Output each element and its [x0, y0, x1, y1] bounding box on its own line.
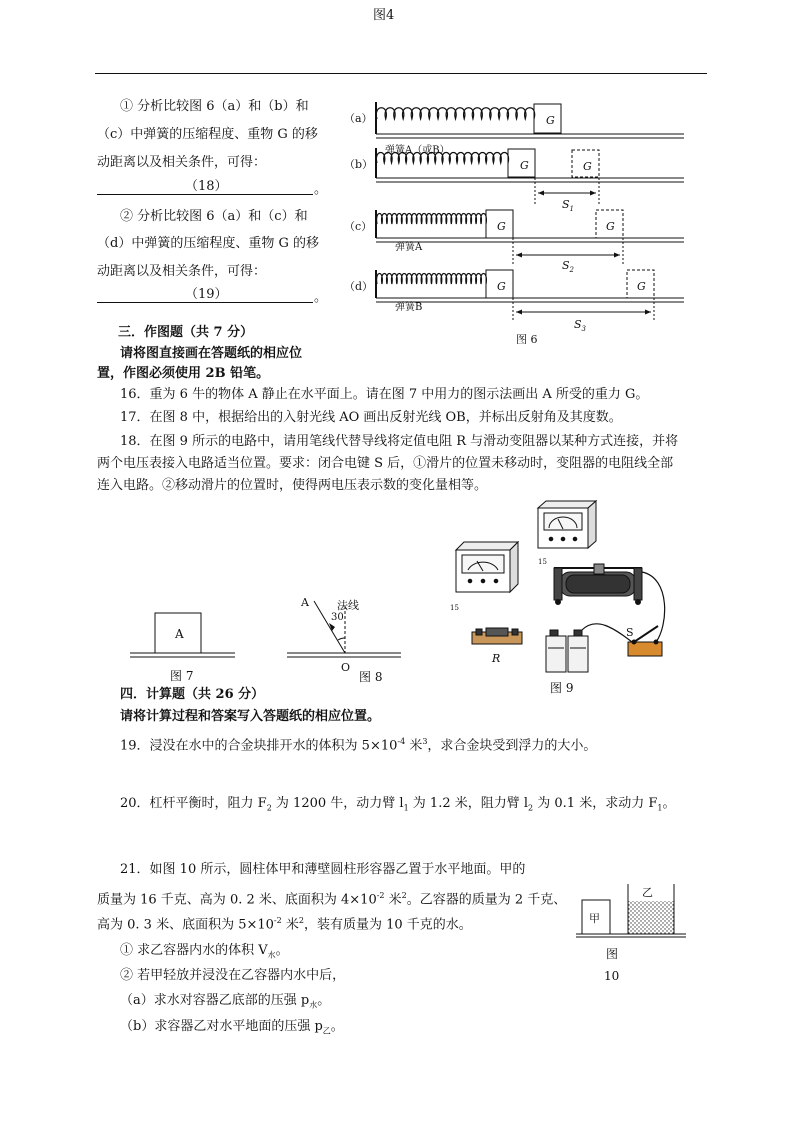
figure-8 — [285, 596, 415, 692]
q1-blank-number: （18） — [185, 179, 228, 194]
q17-text: 17．在图 8 中，根据给出的入射光线 AO 画出反射光线 OB，并标出反射角及其度数。 — [120, 410, 622, 425]
figure-9 — [446, 498, 676, 698]
fig6-s2: $S_2$ — [562, 259, 575, 274]
fig9-resistor-label: R — [492, 652, 501, 665]
fig9-rheostat — [554, 564, 642, 605]
q2-end: 。 — [314, 290, 328, 305]
q1-end: 。 — [314, 182, 328, 197]
fig8-normal-label: 法线 — [337, 599, 359, 612]
fig9-battery — [546, 630, 588, 672]
fig8-angle-label: 30 — [331, 612, 344, 623]
fig9-v1-range: 15 — [450, 604, 459, 612]
q18-line3: 连入电路。②移动滑片的位置时，使得两电压表示数的变化量相等。 — [97, 478, 488, 493]
q21-part2b: （b）求容器乙对水平地面的压强 $p_乙$。 — [120, 1019, 344, 1036]
q2-answer-blank — [97, 302, 313, 303]
fig10-caption-1: 图 — [606, 947, 619, 961]
fig9-caption: 图 9 — [550, 681, 574, 695]
q1-line3: 动距离以及相关条件，可得： — [97, 155, 267, 170]
header-figure-ref: 图4 — [373, 8, 395, 23]
figure-6 — [340, 92, 710, 344]
q18-line1: 18．在图 9 所示的电路中，请用笔线代替导线将定值电阻 R 与滑动变阻器以某种方式连接，并将 — [120, 434, 679, 449]
q1-line1: ① 分析比较图 6（a）和（b）和 — [120, 99, 309, 114]
fig6-s3: $S_3$ — [574, 318, 587, 333]
fig7-block-label: A — [175, 627, 184, 641]
fig6-row-c: （c） — [344, 220, 373, 233]
q19-text: 19．浸没在水中的合金块排开水的体积为 $5\times 10^{-4}$ 米$^3$，求合金块受到浮力的大小。 — [120, 737, 597, 754]
fig6-spring-a-label: 弹簧A（或B） — [385, 145, 450, 156]
fig6-row-b: （b） — [344, 158, 374, 171]
fig9-resistor — [472, 628, 522, 644]
fig6-weight-d-moved: G — [637, 280, 646, 293]
header-rule — [95, 73, 707, 74]
fig8-ray-a-label: A — [301, 596, 309, 609]
q21-line3: 高为 0. 3 米、底面积为 $5\times 10^{-2}$ 米$^2$，装有质量为 10 千克的水。 — [97, 916, 472, 933]
fig6-s1: $S_1$ — [562, 198, 575, 213]
q1-answer-blank — [97, 194, 313, 195]
fig8-caption: 图 8 — [359, 670, 383, 684]
section3-title: 三．作图题（共 7 分） — [118, 325, 254, 340]
q2-line3: 动距离以及相关条件，可得： — [97, 264, 267, 279]
fig6-weight-b: G — [520, 159, 529, 172]
fig9-voltmeter-1 — [456, 542, 518, 592]
fig6-row-d: （d） — [344, 280, 374, 293]
q20-text: 20．杠杆平衡时，阻力 $F_2$ 为 1200 牛，动力臂 $l_1$ 为 1.2 米，阻力臂 $l_2$ 为 0.1 米，求动力 $F_1$。 — [120, 796, 676, 813]
section3-instr1: 请将图直接画在答题纸的相应位 — [120, 346, 303, 361]
fig6-spring-c-label: 弹簧A — [395, 242, 423, 253]
section4-instr: 请将计算过程和答案写入答题纸的相应位置。 — [120, 709, 381, 724]
fig6-caption: 图 6 — [516, 333, 538, 344]
fig10-caption-2: 10 — [604, 969, 620, 983]
section3-instr2: 置，作图必须使用 2B 铅笔。 — [97, 366, 270, 381]
fig8-point-o: O — [341, 661, 351, 674]
figure-7 — [128, 610, 238, 690]
fig6-weight-a: G — [546, 114, 555, 127]
fig6-weight-c-moved: G — [606, 220, 615, 233]
q21-line1: 21．如图 10 所示，圆柱体甲和薄壁圆柱形容器乙置于水平地面。甲的 — [120, 862, 526, 877]
q2-line1: ② 分析比较图 6（a）和（c）和 — [120, 209, 308, 224]
fig9-v2-range: 15 — [538, 558, 547, 566]
fig9-voltmeter-2 — [538, 501, 596, 548]
q21-part2a: （a）求水对容器乙底部的压强 $p_水$。 — [120, 993, 331, 1010]
q21-line2: 质量为 16 千克、高为 0. 2 米、底面积为 $4\times 10^{-2}$ 米$^2$。乙容器的质量为 2 千克、 — [97, 891, 567, 908]
fig7-caption: 图 7 — [170, 669, 194, 683]
q2-line2: （d）中弹簧的压缩程度、重物 G 的移 — [97, 236, 319, 251]
q16-text: 16．重为 6 牛的物体 A 静止在水平面上。请在图 7 中用力的图示法画出 A 所受的重力 G。 — [120, 387, 649, 402]
fig6-weight-c: G — [497, 220, 506, 233]
q21-part1: ① 求乙容器内水的体积 $V_水$。 — [120, 943, 289, 960]
fig6-spring-d-label: 弹簧B — [395, 302, 423, 313]
fig10-jia-label: 甲 — [589, 912, 600, 925]
q1-line2: （c）中弹簧的压缩程度、重物 G 的移 — [97, 127, 318, 142]
fig9-switch-label: S — [626, 626, 634, 639]
q2-blank-number: （19） — [185, 287, 228, 302]
figure-10 — [576, 876, 688, 988]
section4-title: 四．计算题（共 26 分） — [120, 687, 265, 702]
q18-line2: 两个电压表接入电路适当位置。要求：闭合电键 S 后，①滑片的位置未移动时，变阻器的电阻线全部 — [97, 456, 674, 471]
fig6-weight-b-moved: G — [583, 160, 592, 173]
q21-part2: ② 若甲轻放并浸没在乙容器内水中后， — [120, 968, 346, 983]
fig6-weight-d: G — [497, 280, 506, 293]
fig10-yi-label: 乙 — [642, 886, 653, 899]
fig6-row-a: （a） — [344, 112, 373, 125]
